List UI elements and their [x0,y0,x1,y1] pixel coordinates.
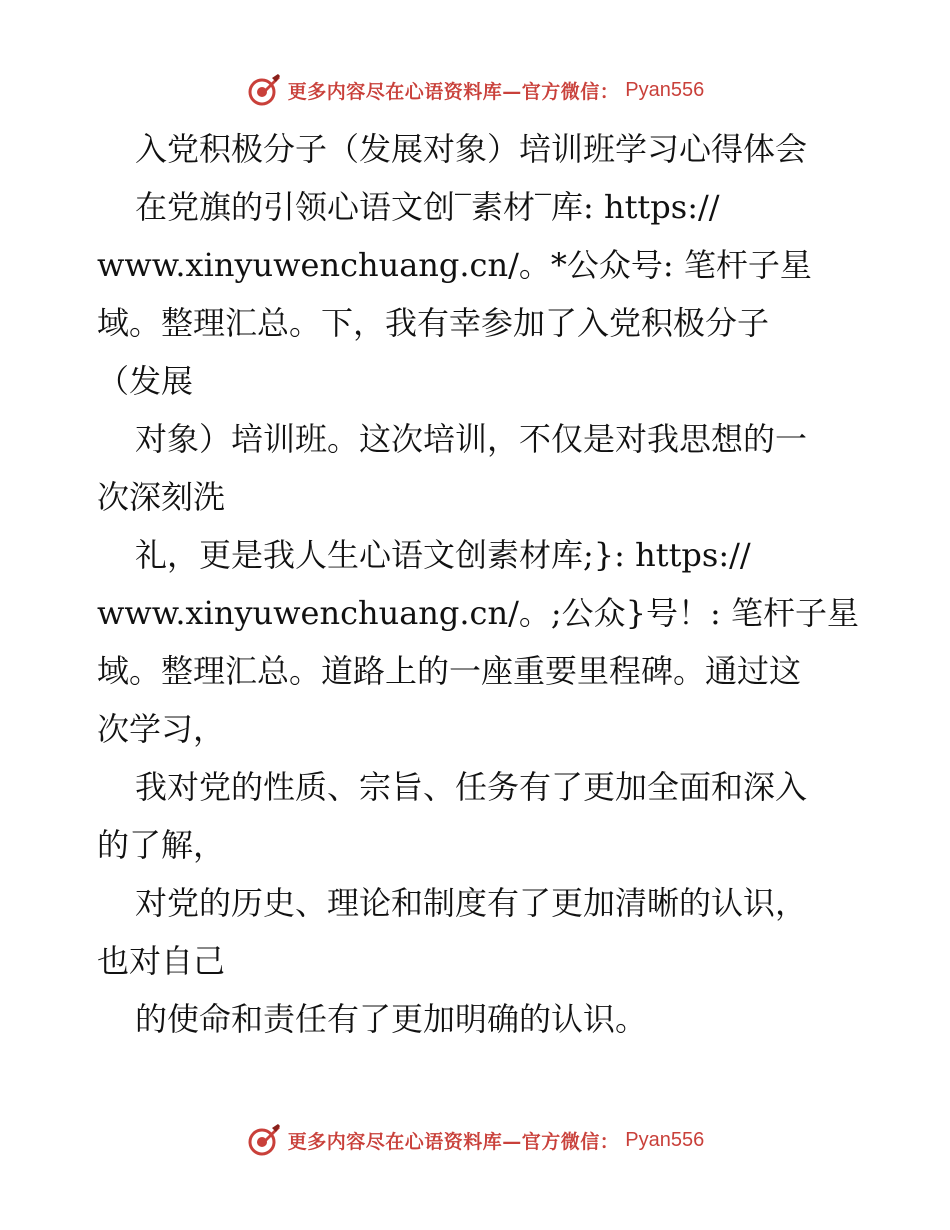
footer-banner-content [246,1122,704,1158]
text-line: 域。整理汇总。下，我有幸参加了入党积极分子 [97,304,770,342]
text-line: 在党旗的引领心语文创‾素材‾库: https:// [135,188,720,226]
text-line: 次深刻洗 [97,478,226,516]
text-line: www.xinyuwenchuang.cn/。;公众}号！: 笔杆子星 [97,594,859,632]
document-body [97,120,897,1048]
text-line: 对象）培训班。这次培训，不仅是对我思想的一 [135,420,808,458]
banner-slogan: 更多内容尽在心语资料库—官方微信： [287,1130,620,1153]
text-line: （发展 [97,362,194,400]
text-line: 我对党的性质、宗旨、任务有了更加全面和深入 [135,768,808,806]
header-banner-content [246,72,704,108]
quill-logo-icon [246,1122,282,1158]
quill-logo-icon [246,72,282,108]
text-line: 对党的历史、理论和制度有了更加清晰的认识， [135,884,808,922]
text-line: www.xinyuwenchuang.cn/。*公众号: 笔杆子星 [97,246,812,284]
banner-wechat-id: Pyan556 [625,78,705,101]
text-line: 次学习， [97,710,226,748]
footer-banner [0,1120,950,1160]
text-line: 也对自己 [97,942,226,980]
document-title: 入党积极分子（发展对象）培训班学习心得体会 [135,130,808,168]
text-line: 的使命和责任有了更加明确的认识。 [135,1000,648,1038]
header-banner [0,70,950,110]
banner-slogan: 更多内容尽在心语资料库—官方微信： [287,80,620,103]
banner-wechat-id: Pyan556 [625,1128,705,1151]
text-line: 礼，更是我人生心语文创素材库;}: https:// [135,536,751,574]
text-line: 的了解， [97,826,226,864]
text-line: 域。整理汇总。道路上的一座重要里程碑。通过这 [97,652,802,690]
